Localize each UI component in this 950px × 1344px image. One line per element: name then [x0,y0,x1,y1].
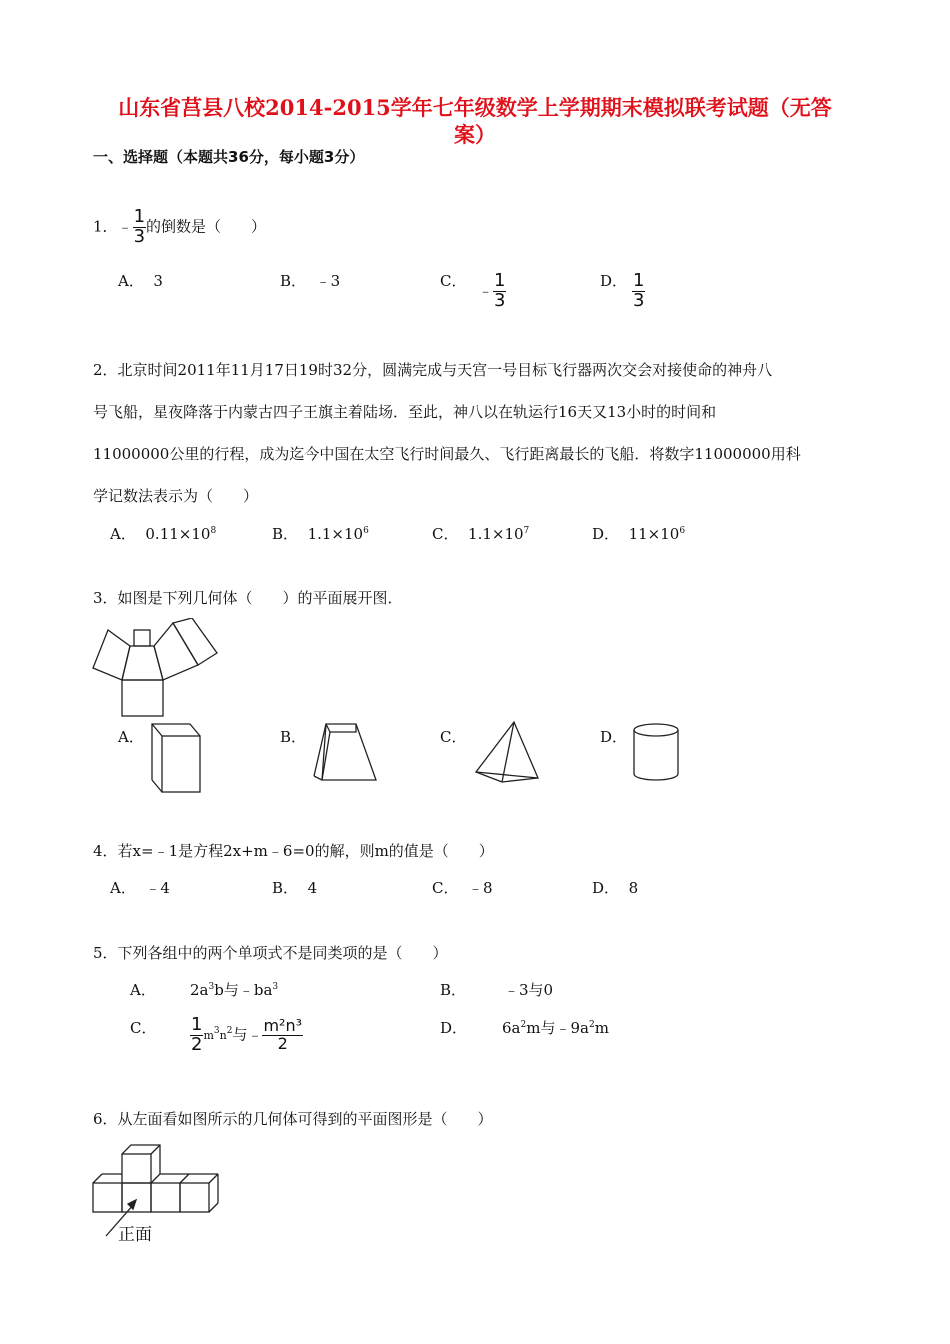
q1-option-c: C． [440,272,467,290]
q1-option-c-value: ﹣ $\frac{1}{3}$ [478,270,506,311]
q5-option-c: $\frac{1}{2}$ $m^3n^2$与﹣ $\frac{\text{m²n³}}{2}$ [191,1014,303,1055]
cuboid-icon [150,722,205,794]
question-1: 1．﹣ $\frac{1}{3}$ 的倒数是（ ） [93,206,267,247]
q5-option-b-label: B． [440,981,467,999]
net-figure [90,618,250,720]
q2-line-2: 号飞船，星夜降落于内蒙古四子王旗主着陆场．至此，神八以在轨运行16天又13小时的时间和 [93,403,717,421]
q5-option-a: $2a^3b$与$﹣ba^3$ [190,981,279,999]
q3-option-c: C． [440,728,467,746]
cube-stack-figure [90,1140,224,1242]
q3-option-a: A． [118,728,144,746]
q5-option-d-label: D． [440,1019,468,1037]
fraction: $\frac{1}{3}$ [133,206,146,247]
question-4: 4．若x=﹣1是方程2x+m﹣6=0的解，则m的值是（ ） [93,842,494,860]
frustum-icon [312,722,380,784]
q2-line-4: 学记数法表示为（ ） [93,487,259,505]
q3-option-b: B． [280,728,307,746]
q2-option-b: B． $1.1\times 10^6$ [272,525,369,543]
q4-option-a: A． ﹣4 [110,879,170,897]
pyramid-icon [470,720,542,785]
q4-option-b: B． 4 [272,879,318,897]
title-line-1: 山东省莒县八校2014-2015学年七年级数学上学期期末模拟联考试题（无答 [118,95,832,120]
q1-option-a: A． 3 [118,272,163,290]
q2-option-a: A． $0.11\times 10^8$ [110,525,217,543]
question-5: 5．下列各组中的两个单项式不是同类项的是（ ） [93,944,448,962]
cylinder-icon [630,722,682,784]
question-6: 6．从左面看如图所示的几何体可得到的平面图形是（ ） [93,1110,493,1128]
question-3: 3．如图是下列几何体（ ）的平面展开图． [93,589,403,607]
q5-option-c-label: C． [130,1019,157,1037]
front-label: 正面 [118,1225,152,1245]
q4-option-c: C． ﹣8 [432,879,493,897]
section-heading: 一、选择题（本题共36分，每小题3分） [93,148,365,166]
q5-option-d: $6a^2m$与$﹣9a^2m$ [502,1019,609,1037]
q2-option-d: D． $11\times 10^6$ [592,525,686,543]
q2-line-3: 11000000公里的行程，成为迄今中国在太空飞行时间最久、飞行距离最长的飞船．将数字11000000用科 [93,445,801,463]
q2-line-1: 2．北京时间2011年11月17日19时32分，圆满完成与天宫一号目标飞行器两次交会对接使命的神舟八 [93,361,773,379]
q2-option-c: C． $1.1\times 10^7$ [432,525,530,543]
q1-option-d-value: $\frac{1}{3}$ [633,270,645,311]
q4-option-d: D． 8 [592,879,639,897]
q1-option-d: D． [600,272,628,290]
title-line-2: 案） [454,122,496,147]
q3-option-d: D． [600,728,628,746]
q5-option-a-label: A． [130,981,156,999]
q1-option-b: B． ﹣3 [280,272,341,290]
q5-option-b: ﹣3与0 [504,981,554,999]
